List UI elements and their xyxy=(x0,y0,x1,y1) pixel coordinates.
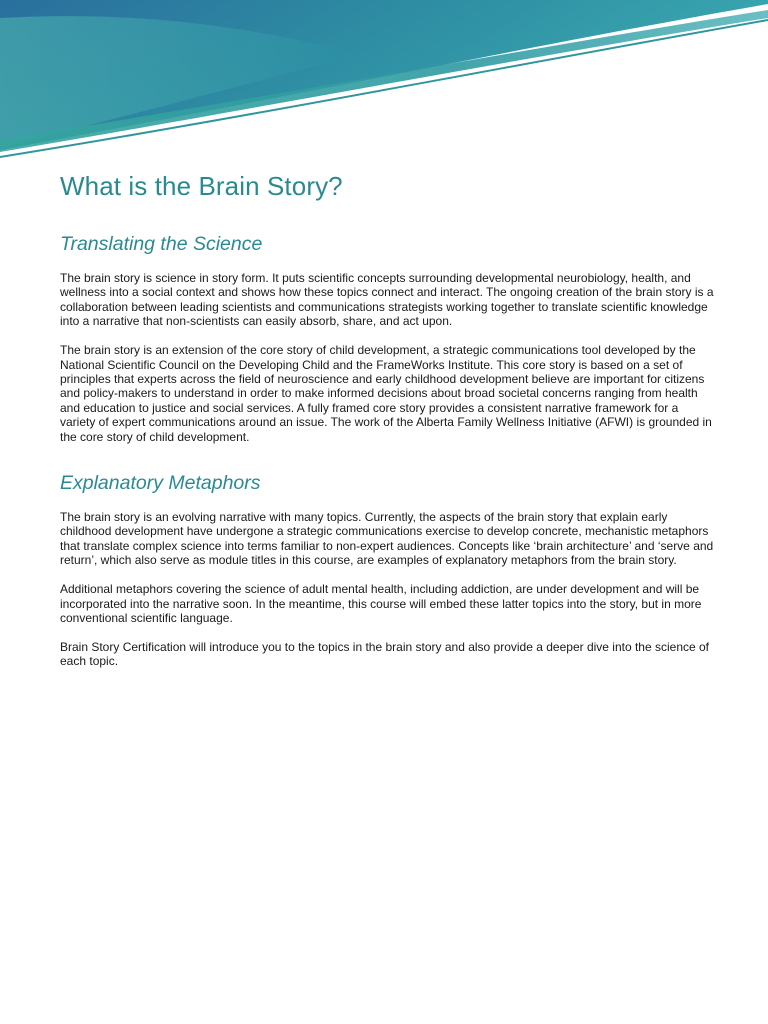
header-wave-banner xyxy=(0,0,768,160)
section-heading-translating-the-science: Translating the Science xyxy=(60,233,263,255)
paragraph: The brain story is an extension of the core story of child development, a strategic communications tool developed by the National Scientific Council on the Developing Child and the FrameWorks Institute. This core story is based on a set of principles that experts across the field of neuroscience and early childhood development believe are important for citizens and policy-makers to understand in order to make informed decisions about broad societal concerns ranging from health and education to justice and social services. A fully framed core story provides a consistent narrative framework for a variety of expert communications around an issue. The work of the Alberta Family Wellness Initiative (AFWI) is grounded in the core story of child development. xyxy=(60,343,712,444)
section-heading-explanatory-metaphors: Explanatory Metaphors xyxy=(60,471,261,494)
page-title: What is the Brain Story? xyxy=(60,171,343,201)
paragraph: Additional metaphors covering the science of adult mental health, including addiction, are under development and will be incorporated into the narrative soon. In the meantime, this course will embed these latter topics into the story, but in more conventional scientific language. xyxy=(60,582,702,625)
document-body xyxy=(60,168,716,669)
paragraph: The brain story is an evolving narrative with many topics. Currently, the aspects of the brain story that explain early childhood development have undergone a strategic communications exercise to develop concrete, mechanistic metaphors that translate complex science into terms familiar to non-expert audiences. Concepts like ‘brain architecture’ and ‘serve and return’, which also serve as module titles in this course, are examples of explanatory metaphors from the brain story. xyxy=(60,509,714,568)
paragraph: Brain Story Certification will introduce you to the topics in the brain story and also provide a deeper dive into the science of each topic. xyxy=(60,639,710,669)
paragraph: The brain story is science in story form. It puts scientific concepts surrounding developmental neurobiology, health, and wellness into a social context and shows how these topics connect and interact. The ongoing creation of the brain story is a collaboration between leading scientists and communications strategists working together to translate scientific knowledge into a narrative that non-scientists can easily absorb, share, and act upon. xyxy=(60,271,714,329)
